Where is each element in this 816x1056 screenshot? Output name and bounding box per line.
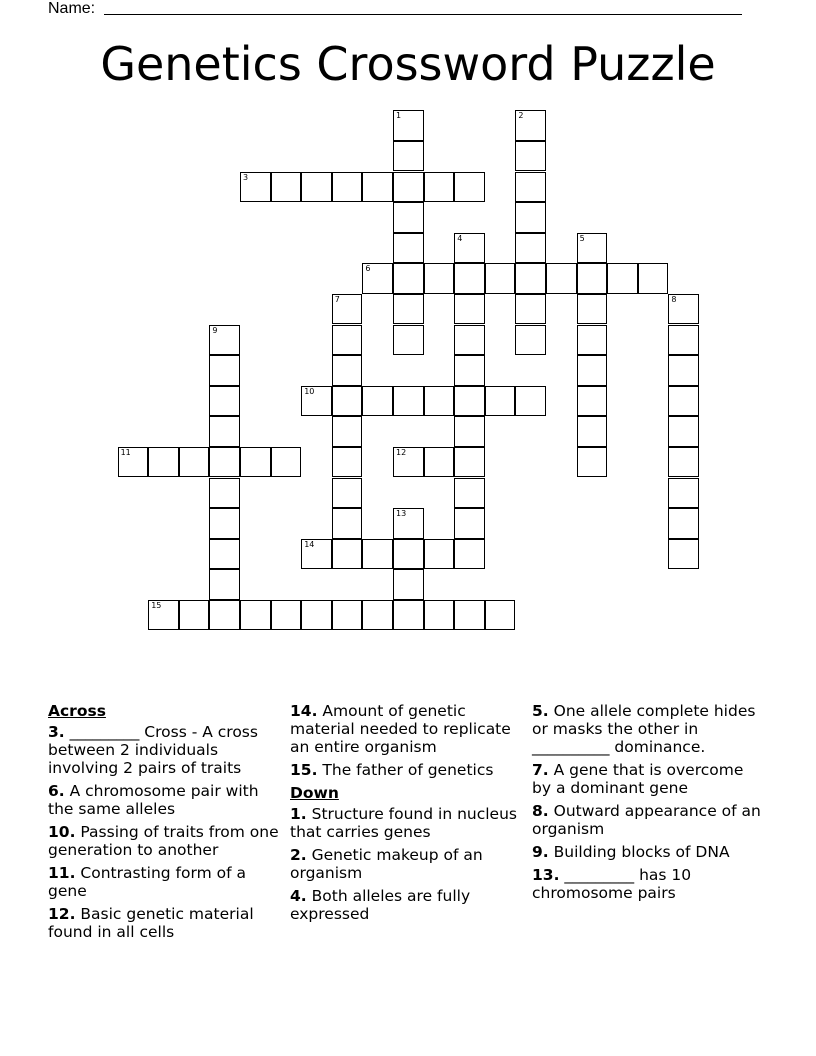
cell-number: 1 bbox=[396, 111, 402, 121]
crossword-cell[interactable] bbox=[393, 263, 424, 294]
crossword-cell[interactable] bbox=[362, 539, 393, 570]
crossword-cell[interactable] bbox=[332, 539, 363, 570]
crossword-cell[interactable] bbox=[362, 172, 393, 203]
crossword-cell[interactable] bbox=[209, 600, 240, 631]
cell-number: 7 bbox=[334, 294, 340, 304]
clue-down-13 bbox=[532, 866, 764, 902]
crossword-cell[interactable] bbox=[393, 539, 424, 570]
crossword-cell[interactable] bbox=[209, 569, 240, 600]
crossword-cell[interactable] bbox=[179, 600, 210, 631]
name-label: Name: bbox=[48, 0, 96, 17]
crossword-cell[interactable] bbox=[393, 447, 424, 478]
crossword-cell[interactable] bbox=[577, 386, 608, 417]
crossword-cell[interactable] bbox=[454, 447, 485, 478]
cell-number: 10 bbox=[304, 386, 315, 396]
clue-down-9 bbox=[532, 843, 764, 861]
crossword-cell[interactable] bbox=[209, 416, 240, 447]
crossword-cell[interactable] bbox=[148, 600, 179, 631]
crossword-cell[interactable] bbox=[668, 539, 699, 570]
clue-text: Passing of traits from one generation to another bbox=[48, 823, 279, 859]
clue-number: 4. bbox=[290, 887, 307, 905]
crossword-cell[interactable] bbox=[424, 386, 455, 417]
crossword-cell[interactable] bbox=[240, 172, 271, 203]
crossword-cell[interactable] bbox=[362, 263, 393, 294]
cell-number: 12 bbox=[396, 447, 407, 457]
crossword-cell[interactable] bbox=[515, 110, 546, 141]
crossword-cell[interactable] bbox=[577, 416, 608, 447]
crossword-cell[interactable] bbox=[668, 416, 699, 447]
crossword-cell[interactable] bbox=[454, 508, 485, 539]
crossword-cell[interactable] bbox=[332, 478, 363, 509]
clue-number: 1. bbox=[290, 805, 307, 823]
clue-text: Genetic makeup of an organism bbox=[290, 846, 483, 882]
across-heading: Across bbox=[48, 702, 106, 720]
crossword-cell[interactable] bbox=[668, 386, 699, 417]
crossword-cell[interactable] bbox=[209, 508, 240, 539]
cell-number: 14 bbox=[304, 539, 315, 549]
clue-text: Structure found in nucleus that carries genes bbox=[290, 805, 517, 841]
crossword-cell[interactable] bbox=[454, 600, 485, 631]
crossword-cell[interactable] bbox=[485, 386, 516, 417]
crossword-cell[interactable] bbox=[393, 600, 424, 631]
crossword-cell[interactable] bbox=[301, 600, 332, 631]
clue-across-15 bbox=[290, 761, 522, 779]
crossword-cell[interactable] bbox=[393, 141, 424, 172]
crossword-cell[interactable] bbox=[393, 233, 424, 264]
crossword-cell[interactable] bbox=[668, 478, 699, 509]
crossword-cell[interactable] bbox=[240, 447, 271, 478]
crossword-cell[interactable] bbox=[209, 478, 240, 509]
crossword-cell[interactable] bbox=[209, 447, 240, 478]
crossword-cell[interactable] bbox=[668, 508, 699, 539]
clue-number: 14. bbox=[290, 702, 318, 720]
crossword-cell[interactable] bbox=[332, 294, 363, 325]
clues-column-2 bbox=[290, 702, 522, 928]
clue-number: 6. bbox=[48, 782, 65, 800]
crossword-cell[interactable] bbox=[424, 539, 455, 570]
clues-column-1 bbox=[48, 702, 280, 946]
crossword-cell[interactable] bbox=[209, 355, 240, 386]
crossword-cell[interactable] bbox=[577, 447, 608, 478]
crossword-cell[interactable] bbox=[332, 416, 363, 447]
crossword-cell[interactable] bbox=[515, 172, 546, 203]
crossword-cell[interactable] bbox=[607, 263, 638, 294]
clue-across-6 bbox=[48, 782, 280, 818]
crossword-cell[interactable] bbox=[577, 355, 608, 386]
crossword-cell[interactable] bbox=[393, 172, 424, 203]
crossword-cell[interactable] bbox=[668, 447, 699, 478]
clue-number: 12. bbox=[48, 905, 76, 923]
clue-number: 3. bbox=[48, 723, 65, 741]
crossword-cell[interactable] bbox=[485, 600, 516, 631]
crossword-cell[interactable] bbox=[179, 447, 210, 478]
crossword-cell[interactable] bbox=[515, 141, 546, 172]
crossword-cell[interactable] bbox=[515, 202, 546, 233]
crossword-cell[interactable] bbox=[301, 539, 332, 570]
clue-text: Building blocks of DNA bbox=[553, 843, 730, 861]
crossword-cell[interactable] bbox=[424, 447, 455, 478]
clue-number: 10. bbox=[48, 823, 76, 841]
crossword-cell[interactable] bbox=[454, 172, 485, 203]
crossword-cell[interactable] bbox=[362, 600, 393, 631]
crossword-cell[interactable] bbox=[638, 263, 669, 294]
crossword-cell[interactable] bbox=[393, 294, 424, 325]
clue-across-11 bbox=[48, 864, 280, 900]
cell-number: 3 bbox=[243, 172, 249, 182]
crossword-cell[interactable] bbox=[332, 386, 363, 417]
crossword-cell[interactable] bbox=[454, 294, 485, 325]
crossword-cell[interactable] bbox=[515, 263, 546, 294]
clue-across-14 bbox=[290, 702, 522, 756]
clue-down-1 bbox=[290, 805, 522, 841]
clue-text: A gene that is overcome by a dominant gene bbox=[532, 761, 744, 797]
crossword-cell[interactable] bbox=[668, 294, 699, 325]
crossword-cell[interactable] bbox=[393, 202, 424, 233]
clue-number: 8. bbox=[532, 802, 549, 820]
crossword-cell[interactable] bbox=[393, 325, 424, 356]
crossword-cell[interactable] bbox=[546, 263, 577, 294]
clue-down-5 bbox=[532, 702, 764, 756]
crossword-cell[interactable] bbox=[332, 600, 363, 631]
crossword-cell[interactable] bbox=[454, 355, 485, 386]
crossword-cell[interactable] bbox=[424, 172, 455, 203]
clue-text: Contrasting form of a gene bbox=[48, 864, 246, 900]
crossword-cell[interactable] bbox=[271, 172, 302, 203]
crossword-cell[interactable] bbox=[454, 233, 485, 264]
cell-number: 13 bbox=[396, 509, 407, 519]
crossword-cell[interactable] bbox=[209, 325, 240, 356]
clue-text: Amount of genetic material needed to replicate an entire organism bbox=[290, 702, 511, 756]
cell-number: 9 bbox=[212, 325, 218, 335]
cell-number: 8 bbox=[671, 294, 677, 304]
clue-number: 11. bbox=[48, 864, 76, 882]
clue-down-8 bbox=[532, 802, 764, 838]
crossword-cell[interactable] bbox=[148, 447, 179, 478]
crossword-cell[interactable] bbox=[393, 569, 424, 600]
clue-across-3 bbox=[48, 723, 280, 777]
clue-across-10 bbox=[48, 823, 280, 859]
crossword-cell[interactable] bbox=[577, 233, 608, 264]
crossword-cell[interactable] bbox=[515, 386, 546, 417]
crossword-cell[interactable] bbox=[577, 263, 608, 294]
crossword-cell[interactable] bbox=[393, 508, 424, 539]
crossword-cell[interactable] bbox=[577, 294, 608, 325]
clue-down-7 bbox=[532, 761, 764, 797]
crossword-cell[interactable] bbox=[271, 600, 302, 631]
clue-number: 7. bbox=[532, 761, 549, 779]
crossword-cell[interactable] bbox=[271, 447, 302, 478]
clue-text: _________ has 10 chromosome pairs bbox=[532, 866, 692, 902]
crossword-cell[interactable] bbox=[454, 478, 485, 509]
clue-text: One allele complete hides or masks the other in __________ dominance. bbox=[532, 702, 756, 756]
clue-text: Outward appearance of an organism bbox=[532, 802, 761, 838]
clue-down-4 bbox=[290, 887, 522, 923]
crossword-cell[interactable] bbox=[332, 447, 363, 478]
crossword-cell[interactable] bbox=[301, 172, 332, 203]
crossword-cell[interactable] bbox=[393, 386, 424, 417]
crossword-cell[interactable] bbox=[668, 355, 699, 386]
clue-text: A chromosome pair with the same alleles bbox=[48, 782, 259, 818]
crossword-cell[interactable] bbox=[454, 386, 485, 417]
cell-number: 6 bbox=[365, 264, 371, 274]
clue-number: 2. bbox=[290, 846, 307, 864]
clue-text: Both alleles are fully expressed bbox=[290, 887, 471, 923]
crossword-cell[interactable] bbox=[332, 172, 363, 203]
clue-number: 9. bbox=[532, 843, 549, 861]
crossword-cell[interactable] bbox=[454, 416, 485, 447]
crossword-cell[interactable] bbox=[240, 600, 271, 631]
clue-text: Basic genetic material found in all cells bbox=[48, 905, 254, 941]
crossword-cell[interactable] bbox=[515, 233, 546, 264]
clues-column-3 bbox=[532, 702, 764, 907]
clue-number: 15. bbox=[290, 761, 318, 779]
crossword-cell[interactable] bbox=[332, 325, 363, 356]
clue-down-2 bbox=[290, 846, 522, 882]
clue-text: The father of genetics bbox=[322, 761, 494, 779]
crossword-cell[interactable] bbox=[332, 355, 363, 386]
clue-across-12 bbox=[48, 905, 280, 941]
cell-number: 5 bbox=[579, 233, 585, 243]
crossword-cell[interactable] bbox=[332, 508, 363, 539]
page-title: Genetics Crossword Puzzle bbox=[100, 37, 716, 91]
crossword-cell[interactable] bbox=[118, 447, 149, 478]
clue-number: 5. bbox=[532, 702, 549, 720]
down-heading: Down bbox=[290, 784, 339, 802]
cell-number: 11 bbox=[120, 447, 131, 457]
crossword-cell[interactable] bbox=[209, 539, 240, 570]
crossword-cell[interactable] bbox=[209, 386, 240, 417]
crossword-cell[interactable] bbox=[454, 539, 485, 570]
cell-number: 2 bbox=[518, 111, 524, 121]
crossword-cell[interactable] bbox=[301, 386, 332, 417]
clue-text: _________ Cross - A cross between 2 individuals involving 2 pairs of traits bbox=[48, 723, 258, 777]
cell-number: 15 bbox=[151, 600, 162, 610]
cell-number: 4 bbox=[457, 233, 463, 243]
crossword-cell[interactable] bbox=[362, 386, 393, 417]
crossword-cell[interactable] bbox=[515, 325, 546, 356]
crossword-cell[interactable] bbox=[668, 325, 699, 356]
crossword-cell[interactable] bbox=[454, 325, 485, 356]
crossword-cell[interactable] bbox=[515, 294, 546, 325]
crossword-cell[interactable] bbox=[485, 263, 516, 294]
crossword-cell[interactable] bbox=[393, 110, 424, 141]
crossword-cell[interactable] bbox=[454, 263, 485, 294]
clue-number: 13. bbox=[532, 866, 560, 884]
crossword-cell[interactable] bbox=[424, 600, 455, 631]
crossword-cell[interactable] bbox=[577, 325, 608, 356]
crossword-cell[interactable] bbox=[424, 263, 455, 294]
